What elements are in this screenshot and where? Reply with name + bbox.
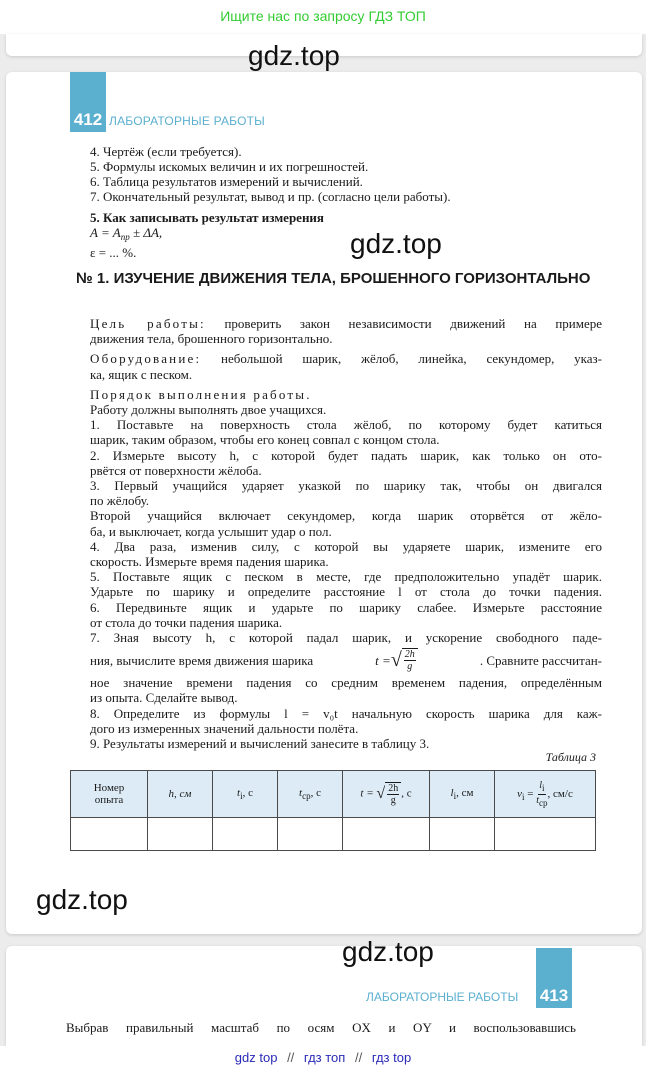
list-item: 4. Чертёж (если требуется). <box>90 144 242 159</box>
instruction-line: 9. Результаты измерений и вычислений занесите в таблицу 3. <box>90 736 430 752</box>
header-t-avg: $t_{ср}$, с <box>278 771 343 818</box>
table-header-row <box>71 771 596 818</box>
header-l-i: $l_i$, см <box>430 771 495 818</box>
footer-separator: // <box>354 1050 363 1065</box>
page-number: 412 <box>73 110 103 129</box>
footer-link[interactable]: гдз топ <box>303 1050 346 1065</box>
list-item: 7. Окончательный результат, вывод и пр. (согласно цели работы). <box>90 189 451 204</box>
header-experiment-number: Номер опыта <box>71 771 148 818</box>
instruction-line: от стола до точки падения шарика. <box>90 614 283 630</box>
instruction-line: ное значение времени падения со средним временем падения, определённым <box>90 675 602 691</box>
page-number: 413 <box>539 986 569 1005</box>
watermark: gdz.top <box>36 884 128 915</box>
running-head: ЛАБОРАТОРНЫЕ РАБОТЫ <box>109 114 266 128</box>
goal-line: движения тела, брошенного горизонтально. <box>90 331 333 347</box>
results-table <box>70 770 596 851</box>
header-t-i: $t_i$, с <box>213 771 278 818</box>
header-h: h, см <box>148 771 213 818</box>
formula-a: $A = A_{пр} \pm \Delta A$, <box>90 225 163 242</box>
instruction-line: 1. Поставьте на поверхность стола жёлоб, по которому будет катиться <box>90 417 602 433</box>
instruction-line: 6. Передвиньте ящик и ударьте по шарику слабее. Измерьте расстояние <box>90 599 602 615</box>
instruction-line: шарик, таким образом, чтобы его конец совпал с концом стола. <box>90 432 440 448</box>
watermark: gdz.top <box>342 936 434 967</box>
top-banner[interactable] <box>0 0 646 34</box>
instruction-line: 3. Первый учащийся ударяет указкой по шарику так, чтобы он двигался <box>90 478 602 494</box>
footer-links <box>0 1046 646 1076</box>
header-v-i: $v_i$ = $\frac{li}{\text{tср}}$ , см/с <box>495 771 596 818</box>
table-caption: Таблица 3 <box>545 750 596 764</box>
time-formula: t = √ $\frac{2h}{g}$ <box>375 648 418 672</box>
banner-text[interactable]: Ищите нас по запросу ГДЗ ТОП <box>220 8 426 24</box>
instruction-line: скорость. Измерьте время падения шарика. <box>90 554 329 570</box>
sqrt-sign: √ $\frac{2h}{g}$ <box>391 648 418 672</box>
instruction-line: 7. Зная высоту h, с которой падал шарик, и ускорение свободного паде- <box>90 630 602 646</box>
page-number-tab <box>536 948 572 1008</box>
footer-link[interactable]: гдз top <box>371 1050 412 1065</box>
instruction-line: 4. Два раза, изменив силу, с которой вы ударяете шарик, измените его <box>90 538 602 554</box>
instruction-line: по жёлобу. <box>90 493 150 509</box>
instruction-line: рвётся от поверхности жёлоба. <box>90 462 262 478</box>
instruction-line: Работу должны выполнять двое учащихся. <box>90 402 327 418</box>
instruction-line: 5. Поставьте ящик с песком в месте, где предположительно упадёт шарик. <box>90 569 602 585</box>
footer-separator: // <box>287 1050 295 1065</box>
running-head: ЛАБОРАТОРНЫЕ РАБОТЫ <box>366 990 519 1004</box>
instruction-line: Второй учащийся включает секундомер, когда шарик оторвётся от жёло- <box>90 508 602 524</box>
footer-link[interactable]: gdz top <box>234 1050 278 1065</box>
textbook-page-412 <box>6 72 642 934</box>
watermark: gdz.top <box>350 228 442 259</box>
instruction-line: ба, и выключает, когда услышит удар о пол. <box>90 523 332 539</box>
equipment-line: ка, ящик с песком. <box>90 366 193 382</box>
lab-instructions <box>90 316 602 751</box>
report-structure-list <box>90 144 602 260</box>
instruction-line: Ударьте по шарику и определите расстояние l от стола до точки падения. <box>90 584 602 600</box>
header-t-calc: t = √ $\frac{2h}{g}$ , с <box>343 771 430 818</box>
instruction-line: 2. Измерьте высоту h, с которой будет падать шарик, как только он ото- <box>90 447 602 463</box>
goal-line: Цель работы: проверить закон независимости движений на примере <box>90 316 602 331</box>
textbook-page-413 <box>6 946 642 1046</box>
instruction-line: 8. Определите из формулы l = v₀t начальную скорость шарика для каж- <box>90 705 602 721</box>
watermark: gdz.top <box>248 40 340 71</box>
order-heading: Порядок выполнения работы. <box>90 386 312 402</box>
step7-formula-line: ния, вычислите время движения шарика t = √ $\frac{2h}{g}$ . Сравните рассчитан- <box>90 649 602 673</box>
table-row <box>71 818 596 851</box>
list-item: 5. Формулы искомых величин и их погрешностей. <box>90 159 369 174</box>
equipment-line: Оборудование: небольшой шарик, жёлоб, линейка, секундомер, указ- <box>90 351 602 367</box>
instruction-line: из опыта. Сделайте вывод. <box>90 690 238 706</box>
list-item: 6. Таблица результатов измерений и вычислений. <box>90 174 363 189</box>
page-text-line: Выбрав правильный масштаб по осям OX и OY и воспользовавшись <box>66 1020 576 1035</box>
formula-eps: ε = ... %. <box>90 245 137 260</box>
record-heading: 5. Как записывать результат измерения <box>90 210 324 225</box>
page-number-tab <box>70 72 106 132</box>
section-title: № 1. ИЗУЧЕНИЕ ДВИЖЕНИЯ ТЕЛА, БРОШЕННОГО ГОРИЗОНТАЛЬНО <box>76 270 591 287</box>
instruction-line: дого из измеренных значений дальности полёта. <box>90 720 359 736</box>
